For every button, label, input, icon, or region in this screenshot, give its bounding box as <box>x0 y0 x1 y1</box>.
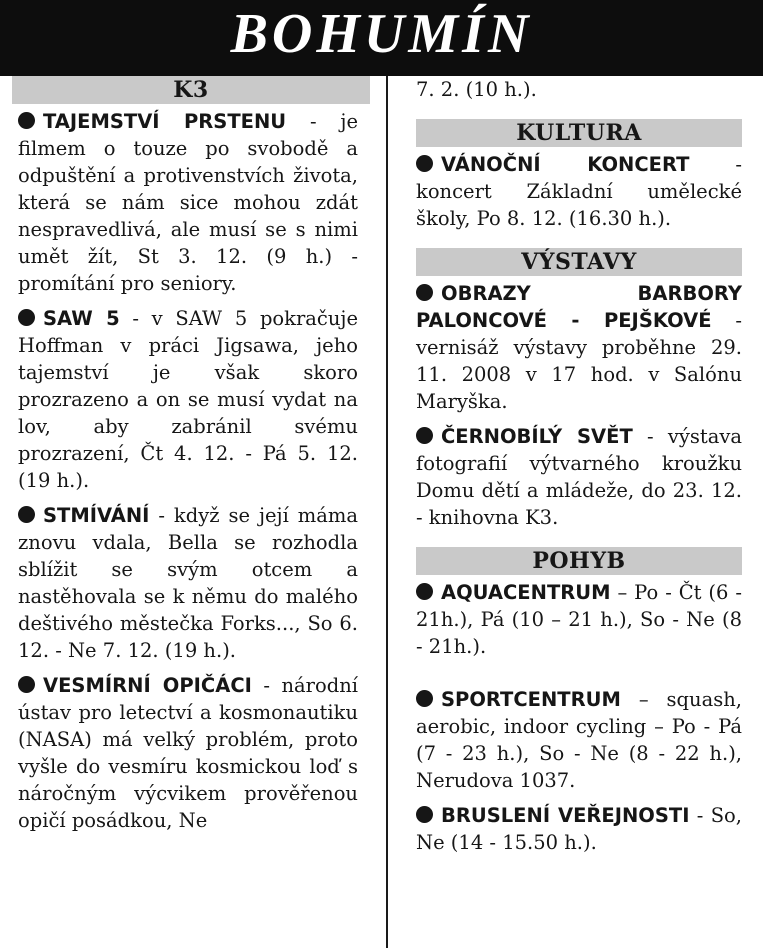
entry-title: TAJEMSTVÍ PRSTENU <box>43 110 287 133</box>
listing-entry <box>18 672 358 834</box>
section-heading-vystavy: VÝSTAVY <box>416 248 742 276</box>
listing-entry <box>416 151 742 232</box>
listing-entry <box>18 305 358 494</box>
entry-text: – Po - Čt (6 - 21h.), Pá (10 – 21 h.), So - Ne (8 - 21h.). <box>416 581 742 658</box>
entry-text: - je filmem o touze po svobodě a odpuštění a protivenstvích života, která se nám sice mohou zdát nespravedlivá, ale musí se s nimi umět žít, St 3. 12. (9 h.) - promítání pro seniory. <box>18 110 358 295</box>
column-divider <box>386 76 388 948</box>
bullet-icon <box>18 506 35 523</box>
entry-text: – squash, aerobic, indoor cycling – Po - Pá (7 - 23 h.), So - Ne (8 - 22 h.), Nerudova 1037. <box>416 688 742 792</box>
entry-text: - koncert Základní umělecké školy, Po 8. 12. (16.30 h.). <box>416 153 742 230</box>
entry-title: AQUACENTRUM <box>441 581 611 604</box>
listing-entry <box>416 579 742 660</box>
bullet-icon <box>18 676 35 693</box>
listing-entry <box>18 108 358 297</box>
entry-title: SPORTCENTRUM <box>441 688 621 711</box>
entry-title: OBRAZY BARBORY PALONCOVÉ - PEJŠKOVÉ <box>416 282 742 332</box>
bullet-icon <box>416 583 433 600</box>
entry-title: VÁNOČNÍ KONCERT <box>441 153 690 176</box>
listing-entry <box>416 802 742 856</box>
entry-text: - výstava fotografií výtvarného kroužku Domu dětí a mládeže, do 23. 12. - knihovna K3. <box>416 425 742 529</box>
section-heading-pohyb: POHYB <box>416 547 742 575</box>
entry-text: - vernisáž výstavy proběhne 29. 11. 2008 v 17 hod. v Salónu Maryška. <box>416 309 742 413</box>
bullet-icon <box>416 806 433 823</box>
left-column <box>18 76 358 834</box>
section-heading-k3: K3 <box>12 76 370 104</box>
bullet-icon <box>416 155 433 172</box>
bullet-icon <box>416 284 433 301</box>
bullet-icon <box>18 309 35 326</box>
entry-title: SAW 5 <box>43 307 120 330</box>
right-column <box>416 76 742 856</box>
listing-entry <box>18 502 358 664</box>
bullet-icon <box>416 427 433 444</box>
continued-text: 7. 2. (10 h.). <box>416 78 537 101</box>
entry-text: - když se její máma znovu vdala, Bella se rozhodla sblížit se svým otcem a nastěhovala se k němu do malého deštivého městečka Forks..., So 6. 12. - Ne 7. 12. (19 h.). <box>18 504 358 662</box>
entry-text: - So, Ne (14 - 15.50 h.). <box>416 804 742 854</box>
section-heading-kultura: KULTURA <box>416 119 742 147</box>
bullet-icon <box>18 112 35 129</box>
entry-title: STMÍVÁNÍ <box>43 504 150 527</box>
listing-entry <box>416 280 742 415</box>
entry-text: - v SAW 5 pokračuje Hoffman v práci Jigsawa, jeho tajemství je však skoro prozrazeno a on se musí vydat na lov, aby zabránil svému prozrazení, Čt 4. 12. - Pá 5. 12. (19 h.). <box>18 307 358 492</box>
masthead <box>0 0 763 76</box>
listing-entry <box>416 686 742 794</box>
entry-title: ČERNOBÍLÝ SVĚT <box>441 425 633 448</box>
masthead-title: BOHUMÍN <box>230 3 533 65</box>
entry-title: BRUSLENÍ VEŘEJNOSTI <box>441 804 690 827</box>
listing-entry <box>416 423 742 531</box>
bullet-icon <box>416 690 433 707</box>
entry-text: - národní ústav pro letectví a kosmonautiku (NASA) má velký problém, proto vyšle do vesmíru kosmickou loď s náročným výcvikem prověřenou opičí posádkou, Ne <box>18 674 358 832</box>
entry-title: VESMÍRNÍ OPIČÁCI <box>43 674 252 697</box>
